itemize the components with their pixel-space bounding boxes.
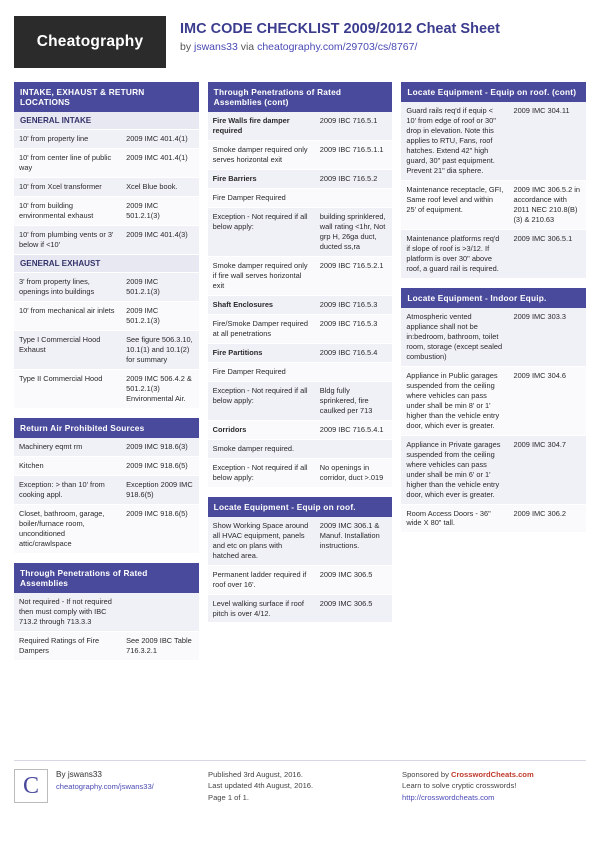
row-value: 2009 IMC 306.5 [315, 565, 393, 594]
row-key: Smoke damper required only if fire wall serves horizontal exit [208, 256, 315, 295]
row-value: 2009 IBC 716.5.4.1 [315, 420, 393, 439]
row-value [121, 593, 199, 631]
row-value: Exception 2009 IMC 918.6(5) [121, 475, 199, 504]
row-value: 2009 IMC 303.3 [508, 308, 586, 366]
cheatography-c-icon: C [14, 769, 48, 803]
table-locate-equipment-roof [208, 517, 393, 624]
table-row [14, 456, 199, 475]
row-key: Exception - Not required if all below apply: [208, 458, 315, 487]
spacer [401, 279, 586, 288]
table-row [14, 225, 199, 254]
row-value: See figure 506.3.10, 10.1(1) and 10.1(2) for summary [121, 330, 199, 369]
row-key: Corridors [208, 420, 315, 439]
byline-mid: via [237, 41, 258, 54]
table-row [401, 180, 586, 229]
row-value: 2009 IBC 716.5.2 [315, 169, 393, 188]
footer-profile-link[interactable]: cheatography.com/jswans33/ [56, 782, 154, 792]
row-value: 2009 IMC 401.4(1) [121, 148, 199, 177]
sponsor-name: CrosswordCheats.com [450, 769, 534, 779]
row-key: Show Working Space around all HVAC equipment, panels and etc on plans with hatched area. [208, 517, 315, 565]
row-key: Fire Damper Required [208, 188, 315, 207]
footer-sponsor [402, 769, 586, 803]
section-title-through-penetrations: Through Penetrations of Rated Assemblies [14, 563, 199, 593]
table-row [401, 435, 586, 504]
row-value: 2009 IMC 501.2.1(3) [121, 273, 199, 301]
row-value: 2009 IMC 918.6(5) [121, 504, 199, 553]
row-value: 2009 IMC 306.5.1 [508, 229, 586, 278]
table-row [401, 308, 586, 366]
table-row [208, 112, 393, 140]
table-row [208, 207, 393, 256]
table-row [208, 594, 393, 623]
table-row [401, 102, 586, 180]
row-key: Required Ratings of Fire Dampers [14, 631, 121, 660]
table-locate-equipment-roof-cont [401, 102, 586, 279]
subsection-general-intake: GENERAL INTAKE [14, 112, 199, 130]
row-value [315, 362, 393, 381]
table-row [14, 273, 199, 301]
row-value: 2009 IMC 306.2 [508, 504, 586, 533]
table-row [14, 369, 199, 408]
column-2 [208, 82, 393, 623]
row-value [315, 439, 393, 458]
section-title-locate-equipment-roof: Locate Equipment - Equip on roof. [208, 497, 393, 517]
footer-updated: Last updated 4th August, 2016. [208, 781, 314, 791]
row-value: No openings in corridor, duct >.019 [315, 458, 393, 487]
page-byline [180, 41, 500, 53]
table-row [208, 295, 393, 314]
table-row [14, 438, 199, 456]
table-row [208, 439, 393, 458]
row-key: Not required - If not required then must comply with IBC 713.2 through 713.3.3 [14, 593, 121, 631]
table-row [14, 130, 199, 148]
row-value: building sprinklered, wall rating <1hr, Not grp H, 26ga duct, ducted ss,ra [315, 207, 393, 256]
table-row [401, 504, 586, 533]
table-locate-equipment-indoor [401, 308, 586, 534]
row-value: 2009 IMC 304.11 [508, 102, 586, 180]
sponsor-link[interactable]: http://crosswordcheats.com [402, 792, 495, 802]
row-key: Exception - Not required if all below apply: [208, 381, 315, 420]
table-row [14, 301, 199, 330]
row-value: 2009 IMC 401.4(3) [121, 225, 199, 254]
section-title-locate-equipment-roof-cont: Locate Equipment - Equip on roof. (cont) [401, 82, 586, 102]
table-row [14, 196, 199, 225]
table-row [208, 362, 393, 381]
table-row [208, 565, 393, 594]
row-value: 2009 IMC 506.4.2 & 501.2.1(3) Environmental Air. [121, 369, 199, 408]
section-title-through-penetrations-cont: Through Penetrations of Rated Assemblies (cont) [208, 82, 393, 112]
footer-brand [14, 769, 198, 803]
row-key: Smoke damper required. [208, 439, 315, 458]
row-key: Appliance in Private garages suspended from the ceiling where vehicles can pass under shall be min 6' or 1' higher than the vehicle entry door, which ever is greater. [401, 435, 508, 504]
row-key: 3' from property lines, openings into buildings [14, 273, 121, 301]
footer-author [14, 769, 198, 803]
spacer [208, 488, 393, 497]
table-row [208, 458, 393, 487]
page-footer [14, 760, 586, 803]
row-key: Fire/Smoke Damper required at all penetrations [208, 314, 315, 343]
row-value: See 2009 IBC Table 716.3.2.1 [121, 631, 199, 660]
row-key: 10' from Xcel transformer [14, 177, 121, 196]
column-3 [401, 82, 586, 533]
table-row [208, 381, 393, 420]
row-value: 2009 IMC 304.7 [508, 435, 586, 504]
row-key: 10' from building environmental exhaust [14, 196, 121, 225]
row-value: 2009 IMC 918.6(5) [121, 456, 199, 475]
source-link[interactable]: cheatography.com/29703/cs/8767/ [257, 41, 418, 54]
row-key: Fire Walls fire damper required [208, 112, 315, 140]
row-value: 2009 IMC 306.5 [315, 594, 393, 623]
row-key: Fire Partitions [208, 343, 315, 362]
row-value: 2009 IMC 306.5.2 in accordance with 2011 NEC 210.8(B)(3) & 210.63 [508, 180, 586, 229]
section-title-intake-exhaust-return: INTAKE, EXHAUST & RETURN LOCATIONS [14, 82, 199, 112]
column-1 [14, 82, 199, 661]
table-row [208, 169, 393, 188]
row-key: Permanent ladder required if roof over 16'. [208, 565, 315, 594]
row-value: Bldg fully sprinkered, fire caulked per 713 [315, 381, 393, 420]
row-value: 2009 IMC 501.2.1(3) [121, 301, 199, 330]
subsection-general-exhaust: GENERAL EXHAUST [14, 255, 199, 273]
table-general-exhaust [14, 273, 199, 409]
table-row [14, 504, 199, 553]
row-value: 2009 IBC 716.5.1.1 [315, 140, 393, 169]
row-key: 10' from plumbing vents or 3' below if <10' [14, 225, 121, 254]
row-value: 2009 IMC 304.6 [508, 366, 586, 435]
table-row [208, 188, 393, 207]
table-row [208, 517, 393, 565]
table-row [401, 366, 586, 435]
sponsor-prefix: Sponsored by [402, 769, 451, 779]
row-key: Guard rails req'd if equip < 10' from edge of roof or 30" drop in elevation. Note this applies to RTU, Fans, roof hatches. Extend 42" high guard, 30" past equipment. Prevent 21" dia sphere. [401, 102, 508, 180]
table-row [208, 420, 393, 439]
table-row [401, 229, 586, 278]
table-through-penetrations-cont [208, 112, 393, 488]
row-key: 10' from center line of public way [14, 148, 121, 177]
byline-prefix: by [180, 41, 195, 54]
table-row [208, 140, 393, 169]
table-row [14, 148, 199, 177]
row-key: Machinery eqmt rm [14, 438, 121, 456]
table-row [208, 314, 393, 343]
row-key: Room Access Doors - 36" wide X 80" tall. [401, 504, 508, 533]
footer-publish-info [208, 769, 392, 803]
row-value: 2009 IBC 716.5.3 [315, 295, 393, 314]
sponsor-tagline: Learn to solve cryptic crosswords! [402, 781, 517, 791]
row-value: 2009 IMC 401.4(1) [121, 130, 199, 148]
row-key: 10' from property line [14, 130, 121, 148]
row-key: Appliance in Public garages suspended from the ceiling where vehicles can pass under shall be min 8' or 1' higher than the vehicle entry door, which ever is greater. [401, 366, 508, 435]
row-key: Atmospheric vented appliance shall not be in:bedroom, bathroom, toilet room, storage (except sealed combustion) [401, 308, 508, 366]
table-row [14, 631, 199, 660]
row-key: Maintenance platforms req'd if slope of roof is >3/12. If platform is over 30" above roof, a guard rail is required. [401, 229, 508, 278]
row-key: Maintenance receptacle, GFI, Same roof level and within 25' of equipment. [401, 180, 508, 229]
row-key: Type I Commercial Hood Exhaust [14, 330, 121, 369]
table-return-air-prohibited [14, 438, 199, 554]
row-key: Fire Damper Required [208, 362, 315, 381]
row-key: Closet, bathroom, garage, boiler/furnace room, unconditioned attic/crawlspace [14, 504, 121, 553]
row-value: 2009 IBC 716.5.1 [315, 112, 393, 140]
row-key: Exception: > than 10' from cooking appl. [14, 475, 121, 504]
spacer [14, 554, 199, 563]
row-value: 2009 IBC 716.5.2.1 [315, 256, 393, 295]
row-value: Xcel Blue book. [121, 177, 199, 196]
footer-by: By jswans33 [56, 769, 102, 779]
row-key: 10' from mechanical air inlets [14, 301, 121, 330]
row-key: Kitchen [14, 456, 121, 475]
row-value: 2009 IMC 501.2.1(3) [121, 196, 199, 225]
cheatography-logo: Cheatography [14, 16, 166, 68]
page-title: IMC CODE CHECKLIST 2009/2012 Cheat Sheet [180, 21, 500, 37]
table-row [208, 256, 393, 295]
row-value: 2009 IMC 306.1 & Manuf. Installation instructions. [315, 517, 393, 565]
table-row [14, 475, 199, 504]
table-row [14, 330, 199, 369]
row-key: Exception - Not required if all below apply: [208, 207, 315, 256]
section-title-locate-equipment-indoor: Locate Equipment - Indoor Equip. [401, 288, 586, 308]
row-value [315, 188, 393, 207]
row-key: Shaft Enclosures [208, 295, 315, 314]
row-key: Fire Barriers [208, 169, 315, 188]
row-value: 2009 IBC 716.5.4 [315, 343, 393, 362]
content-columns [14, 82, 586, 661]
section-title-return-air-prohibited: Return Air Prohibited Sources [14, 418, 199, 438]
header-text-block [180, 16, 500, 53]
table-general-intake [14, 130, 199, 255]
table-through-penetrations [14, 593, 199, 661]
row-value: 2009 IBC 716.5.3 [315, 314, 393, 343]
row-value: 2009 IMC 918.6(3) [121, 438, 199, 456]
row-key: Level walking surface if roof pitch is over 4/12. [208, 594, 315, 623]
row-key: Smoke damper required only serves horizontal exit [208, 140, 315, 169]
page-header [14, 16, 586, 68]
table-row [14, 177, 199, 196]
row-key: Type II Commercial Hood [14, 369, 121, 408]
footer-published: Published 3rd August, 2016. [208, 769, 303, 779]
footer-page-number: Page 1 of 1. [208, 792, 249, 802]
author-link[interactable]: jswans33 [194, 41, 238, 54]
spacer [14, 409, 199, 418]
table-row [14, 593, 199, 631]
table-row [208, 343, 393, 362]
